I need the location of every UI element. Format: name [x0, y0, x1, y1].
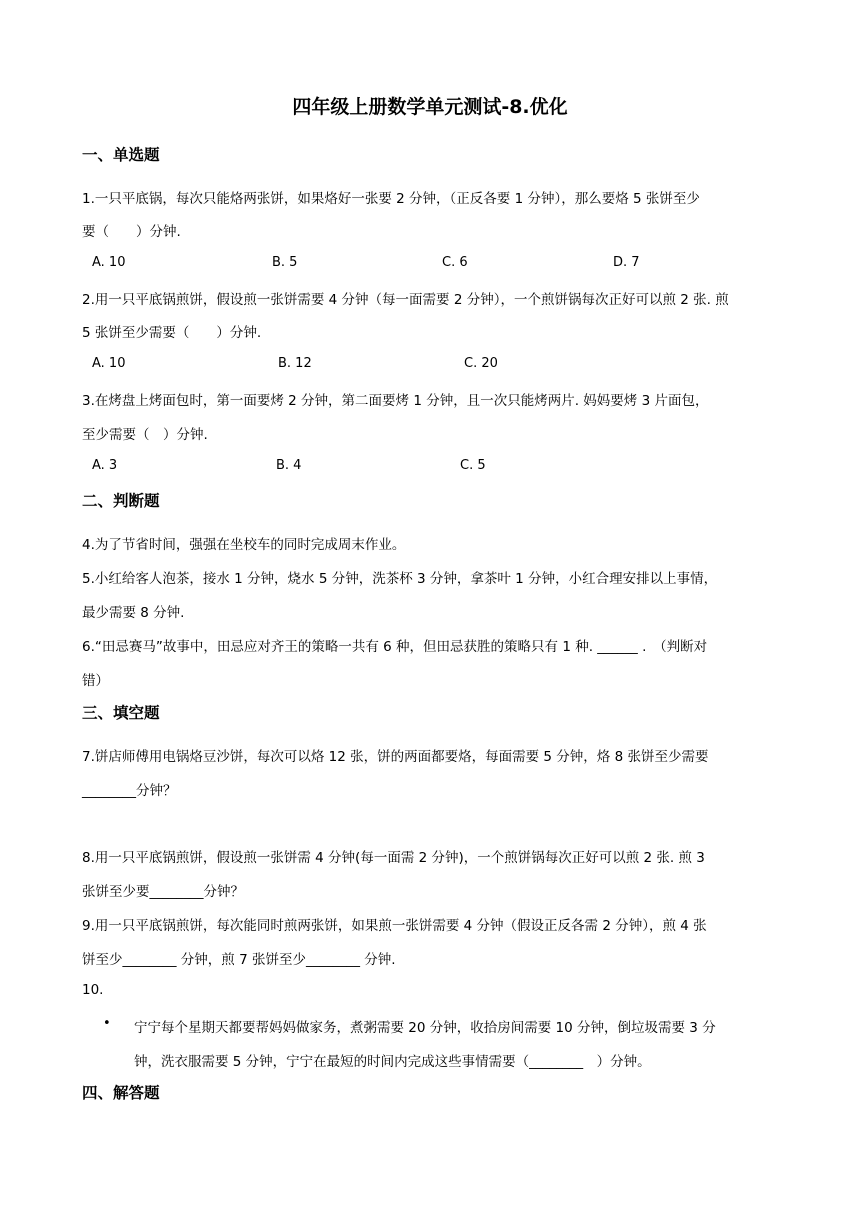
question-7-text: 7.饼店师傅用电锅烙豆沙饼，每次可以烙 12 张，饼的两面都要烙，每面需要 5 分钟，烙 8 张饼至少需要	[82, 749, 709, 765]
question-1-text: 1.一只平底锅，每次只能烙两张饼，如果烙好一张要 2 分钟，（正反各要 1 分钟），那么要烙 5 张饼至少	[82, 191, 700, 207]
question-10-text: 宁宁每个星期天都要帮妈妈做家务，煮粥需要 20 分钟，收拾房间需要 10 分钟，倒垃圾需要 3 分	[134, 1020, 716, 1036]
question-3-option-b: B. 4	[276, 458, 302, 473]
question-10-text-cont: 钟，洗衣服需要 5 分钟，宁宁在最短的时间内完成这些事情需要（________ ）分钟。	[134, 1054, 651, 1070]
question-2-text: 2.用一只平底锅煎饼，假设煎一张饼需要 4 分钟（每一面需要 2 分钟），一个煎饼锅每次正好可以煎 2 张. 煎	[82, 292, 729, 308]
section-heading-fill-blank: 三、填空题	[82, 704, 160, 722]
question-1-text-cont: 要（ ）分钟.	[82, 224, 181, 240]
question-3-option-c: C. 5	[460, 458, 486, 473]
bullet-icon: •	[103, 1016, 111, 1031]
section-heading-answer: 四、解答题	[82, 1084, 160, 1102]
question-2-text-cont: 5 张饼至少需要（ ）分钟.	[82, 325, 262, 341]
question-2-option-a: A. 10	[92, 356, 126, 371]
question-2-option-c: C. 20	[464, 356, 498, 371]
document-title: 四年级上册数学单元测试-8.优化	[292, 96, 568, 118]
question-10-number: 10.	[82, 982, 104, 998]
question-9-text-cont: 饼至少________ 分钟，煎 7 张饼至少________ 分钟.	[82, 952, 396, 968]
question-7-text-cont: ________分钟？	[82, 783, 177, 799]
question-1-option-a: A. 10	[92, 255, 126, 270]
question-8-text-cont: 张饼至少要________分钟？	[82, 884, 244, 900]
question-3-option-a: A. 3	[92, 458, 118, 473]
question-1-option-c: C. 6	[442, 255, 468, 270]
question-1-option-d: D. 7	[613, 255, 640, 270]
question-3-text: 3.在烤盘上烤面包时，第一面要烤 2 分钟，第二面要烤 1 分钟，且一次只能烤两片. 妈妈要烤 3 片面包，	[82, 393, 709, 409]
question-2-option-b: B. 12	[278, 356, 312, 371]
question-6-text: 6.“田忌赛马”故事中，田忌应对齐王的策略一共有 6 种，但田忌获胜的策略只有 1 种. ______ . （判断对	[82, 639, 708, 655]
question-8-text: 8.用一只平底锅煎饼，假设煎一张饼需 4 分钟(每一面需 2 分钟)，一个煎饼锅每次正好可以煎 2 张. 煎 3	[82, 850, 705, 866]
question-9-text: 9.用一只平底锅煎饼，每次能同时煎两张饼，如果煎一张饼需要 4 分钟（假设正反各需 2 分钟），煎 4 张	[82, 918, 707, 934]
section-heading-true-false: 二、判断题	[82, 492, 160, 510]
question-3-text-cont: 至少需要（ ）分钟.	[82, 427, 208, 443]
question-6-text-cont: 错）	[82, 673, 109, 689]
section-heading-single-choice: 一、单选题	[82, 146, 160, 164]
question-5-text: 5.小红给客人泡茶，接水 1 分钟，烧水 5 分钟，洗茶杯 3 分钟，拿茶叶 1 分钟，小红合理安排以上事情，	[82, 571, 718, 587]
question-1-option-b: B. 5	[272, 255, 298, 270]
question-5-text-cont: 最少需要 8 分钟.	[82, 605, 185, 621]
question-4-text: 4.为了节省时间，强强在坐校车的同时完成周末作业。	[82, 537, 406, 553]
